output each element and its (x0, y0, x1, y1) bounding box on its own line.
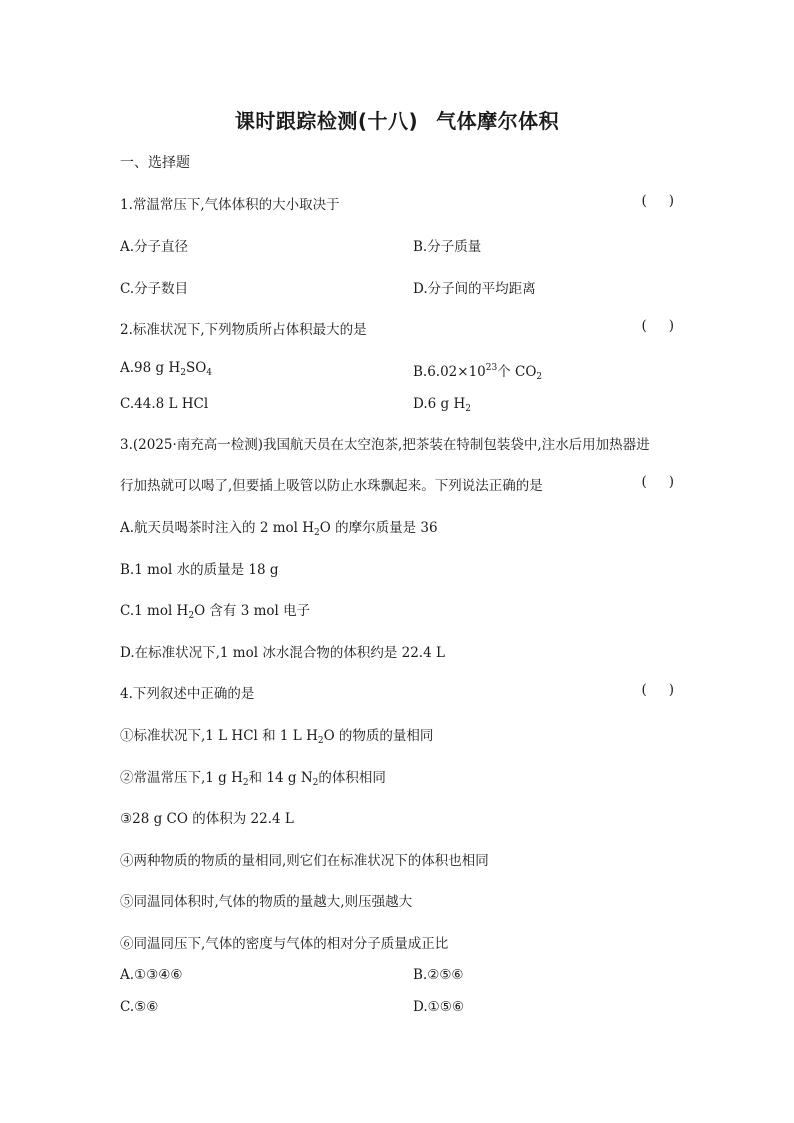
q1-option-a: A.分子直径 (120, 239, 189, 255)
q4-statement-3: ③28 g CO 的体积为 22.4 L (120, 811, 294, 827)
q1-answer-bracket: ( ) (641, 193, 674, 209)
q4-statement-6: ⑥同温同压下,气体的密度与气体的相对分子质量成正比 (120, 936, 449, 952)
q2-option-b: $B.6.02\times 10^{23}$个 $CO_2$ (413, 363, 543, 382)
section-heading: 一、选择题 (120, 155, 190, 171)
q2-option-d: D.6 g $H_2$ (413, 396, 471, 414)
q4-stem: 4.下列叙述中正确的是 (120, 686, 255, 702)
q4-option-a: A.①③④⑥ (120, 967, 183, 983)
q3-option-a: A.航天员喝茶时注入的 2 mol $H_2O$ 的摩尔质量是 36 (120, 520, 438, 538)
q3-option-b: B.1 mol 水的质量是 18 g (120, 562, 279, 578)
q4-statement-5: ⑤同温同体积时,气体的物质的量越大,则压强越大 (120, 894, 413, 910)
title-part2: 气体摩尔体积 (436, 109, 560, 133)
q1-option-d: D.分子间的平均距离 (413, 281, 536, 297)
title-part1: 课时跟踪检测(十八) (234, 109, 419, 133)
q4-statement-4: ④两种物质的物质的量相同,则它们在标准状况下的体积也相同 (120, 853, 489, 869)
q4-answer-bracket: ( ) (641, 682, 674, 698)
q3-stem-line1: 3.(2025·南充高一检测)我国航天员在太空泡茶,把茶装在特制包装袋中,注水后用加热器进 (120, 437, 650, 453)
q2-answer-bracket: ( ) (641, 318, 674, 334)
q2-stem: 2.标准状况下,下列物质所占体积最大的是 (120, 322, 367, 338)
q4-option-d: D.①⑤⑥ (413, 999, 464, 1015)
q4-statement-1: ①标准状况下,1 L HCl 和 1 L $H_2O$ 的物质的量相同 (120, 728, 434, 746)
q3-option-d: D.在标准状况下,1 mol 冰水混合物的体积约是 22.4 L (120, 645, 445, 661)
q3-stem-line2: 行加热就可以喝了,但要插上吸管以防止水珠飘起来。下列说法正确的是 (120, 478, 543, 494)
q4-option-b: B.②⑤⑥ (413, 967, 464, 983)
q1-stem: 1.常温常压下,气体体积的大小取决于 (120, 197, 340, 213)
q1-option-c: C.分子数目 (120, 281, 189, 297)
q2-option-a: A.98 g $H_2SO_4$ (120, 360, 213, 378)
q4-statement-2: ②常温常压下,1 g $H_2$和 14 g $N_2$的体积相同 (120, 770, 386, 788)
q4-option-c: C.⑤⑥ (120, 999, 159, 1015)
q2-option-c: C.44.8 L HCl (120, 396, 209, 412)
q1-option-b: B.分子质量 (413, 239, 482, 255)
q3-option-c: C.1 mol $H_2O$ 含有 3 mol 电子 (120, 603, 311, 621)
q3-answer-bracket: ( ) (641, 474, 674, 490)
page-title (0, 105, 794, 134)
